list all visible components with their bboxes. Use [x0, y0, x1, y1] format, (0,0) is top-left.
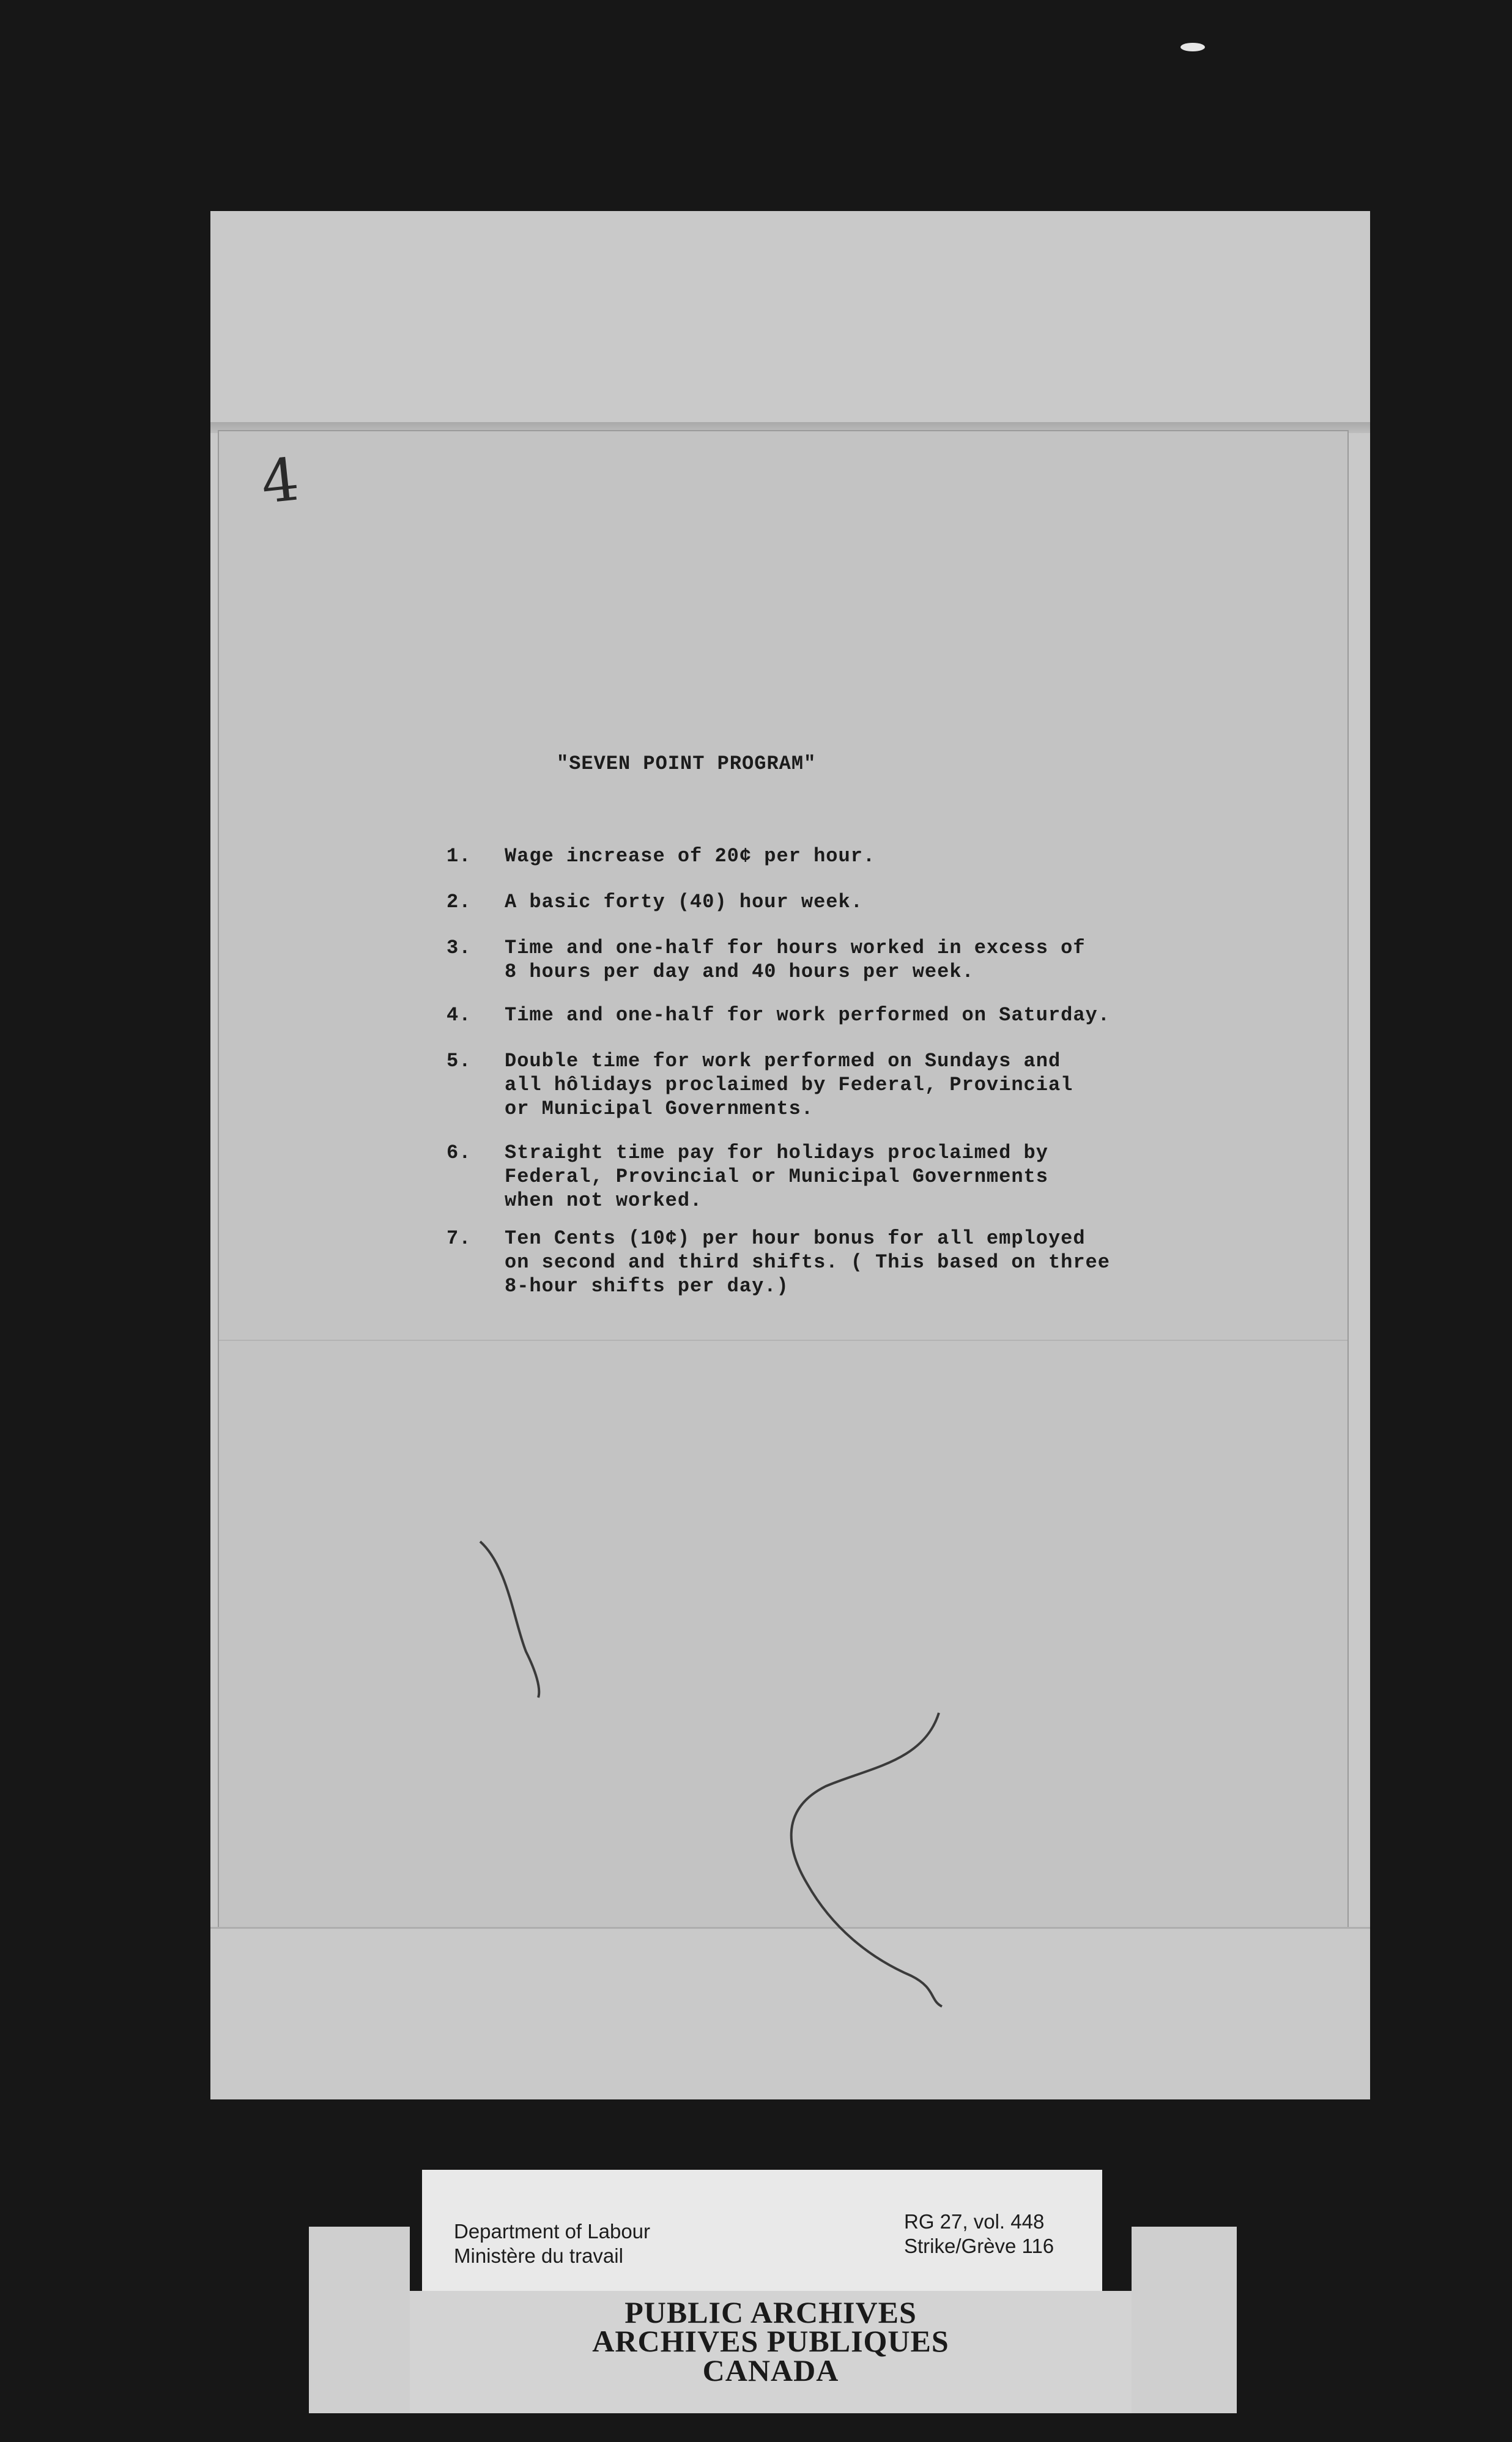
item-number: 1. [447, 845, 472, 867]
record-group-reference: RG 27, vol. 448 [904, 2210, 1045, 2233]
item-number: 7. [447, 1227, 472, 1250]
item-number: 5. [447, 1050, 472, 1072]
item-number: 2. [447, 891, 472, 913]
item-text: Ten Cents (10¢) per hour bonus for all employed on second and third shifts. ( This based on three 8-hour shifts per day.) [505, 1227, 1110, 1297]
archive-tab-left [309, 2227, 410, 2413]
stamp-line-1: PUBLIC ARCHIVES [624, 2295, 917, 2329]
item-text: Straight time pay for holidays proclaimed by Federal, Provincial or Municipal Governments when not worked. [505, 1141, 1048, 1212]
archive-tab-right [1132, 2227, 1237, 2413]
document-title: "SEVEN POINT PROGRAM" [557, 752, 817, 775]
department-english: Department of Labour [454, 2220, 651, 2243]
handwritten-mark: 4 [258, 445, 303, 518]
item-text: Double time for work performed on Sundays and all hôlidays proclaimed by Federal, Provincial or Municipal Governments. [505, 1050, 1073, 1120]
stamp-line-2: ARCHIVES PUBLIQUES [592, 2324, 949, 2358]
stamp-line-3: CANADA [702, 2353, 839, 2388]
item-text: Time and one-half for work performed on Saturday. [505, 1004, 1110, 1026]
strike-number: Strike/Grève 116 [904, 2235, 1054, 2257]
item-text: Wage increase of 20¢ per hour. [505, 845, 876, 867]
department-french: Ministère du travail [454, 2244, 623, 2267]
item-text: Time and one-half for hours worked in excess of 8 hours per day and 40 hours per week. [505, 937, 1086, 983]
item-number: 4. [447, 1004, 472, 1026]
item-text: A basic forty (40) hour week. [505, 891, 863, 913]
item-number: 6. [447, 1141, 472, 1164]
item-number: 3. [447, 937, 472, 959]
